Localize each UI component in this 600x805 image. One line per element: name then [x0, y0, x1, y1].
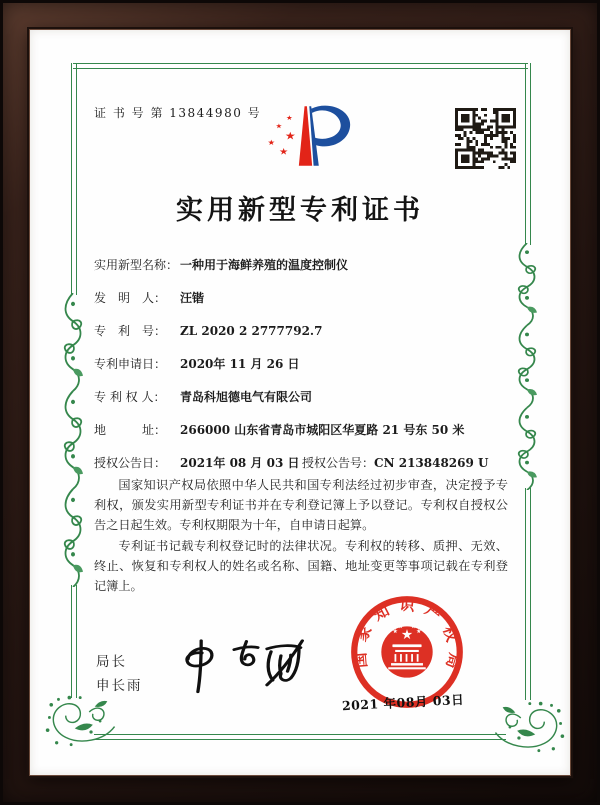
field-label: 专 利 号： [94, 324, 167, 338]
border-right-line-bottom [525, 488, 531, 700]
field-row-address [94, 421, 510, 438]
seal-date: 2021 年08月 03日 [341, 691, 465, 714]
field-label: 地 址： [94, 423, 167, 437]
border-bottom-line [94, 734, 506, 740]
border-top-line [73, 63, 528, 69]
certificate-number: 证 书 号 第 13844980 号 [94, 106, 262, 120]
field-row-filing-date [94, 355, 510, 372]
director-signature-icon [165, 636, 313, 704]
field-value: 2020年 11 月 26 日 [180, 357, 300, 371]
certificate-title: 实用新型专利证书 [176, 195, 424, 226]
field-value: 青岛科旭德电气有限公司 [180, 390, 313, 404]
grant-number-pair [302, 454, 489, 471]
field-label: 专 利 权 人： [94, 390, 166, 404]
legal-paragraph: 专利证书记载专利权登记时的法律状况。专利权的转移、质押、无效、终止、恢复和专利权人的姓名或名称、国籍、地址变更等事项记载在专利登记簿上。 [94, 539, 508, 593]
field-label: 实用新型名称： [94, 258, 179, 272]
field-value: 266000 山东省青岛市城阳区华夏路 21 号东 50 米 [180, 423, 465, 437]
field-value: 一种用于海鲜养殖的温度控制仪 [180, 258, 349, 272]
border-left-line-top [71, 63, 77, 295]
left-vine-ornament [61, 293, 85, 587]
field-label: 发 明 人： [94, 291, 167, 305]
field-value: 汪锴 [180, 291, 205, 305]
field-row-inventor [94, 289, 510, 306]
border-left-line-bottom [71, 585, 77, 698]
field-row-patent-number [94, 322, 510, 339]
director-name: 申长雨 [96, 678, 143, 694]
cnipa-patent-logo-icon [258, 103, 353, 169]
bottom-right-floral-ornament [490, 700, 566, 756]
field-label: 专利申请日： [94, 357, 167, 371]
field-value: CN 213848269 U [374, 456, 489, 470]
field-label: 授权公告日： [94, 456, 167, 470]
field-value: ZL 2020 2 2777792.7 [180, 324, 323, 338]
field-row-patentee [94, 388, 510, 405]
legal-paragraph: 国家知识产权局依照中华人民共和国专利法经过初步审查，决定授予专利权，颁发实用新型专利证书并在专利登记簿上予以登记。专利权自授权公告之日起生效。专利权期限为十年，自申请日起算。 [94, 478, 508, 532]
right-vine-ornament [515, 243, 539, 490]
seal-agency-text: 国家知识产权局 [350, 595, 464, 680]
field-row-utility-model-name [94, 256, 510, 273]
field-label: 授权公告号： [302, 456, 375, 470]
qr-code-icon [455, 108, 516, 169]
bottom-left-floral-ornament [44, 694, 120, 750]
legal-text [94, 476, 508, 599]
certificate-paper [30, 30, 570, 775]
field-value: 2021年 08 月 03 日 [180, 456, 300, 470]
field-row-grant [94, 454, 510, 471]
director-title: 局长 [96, 654, 127, 670]
